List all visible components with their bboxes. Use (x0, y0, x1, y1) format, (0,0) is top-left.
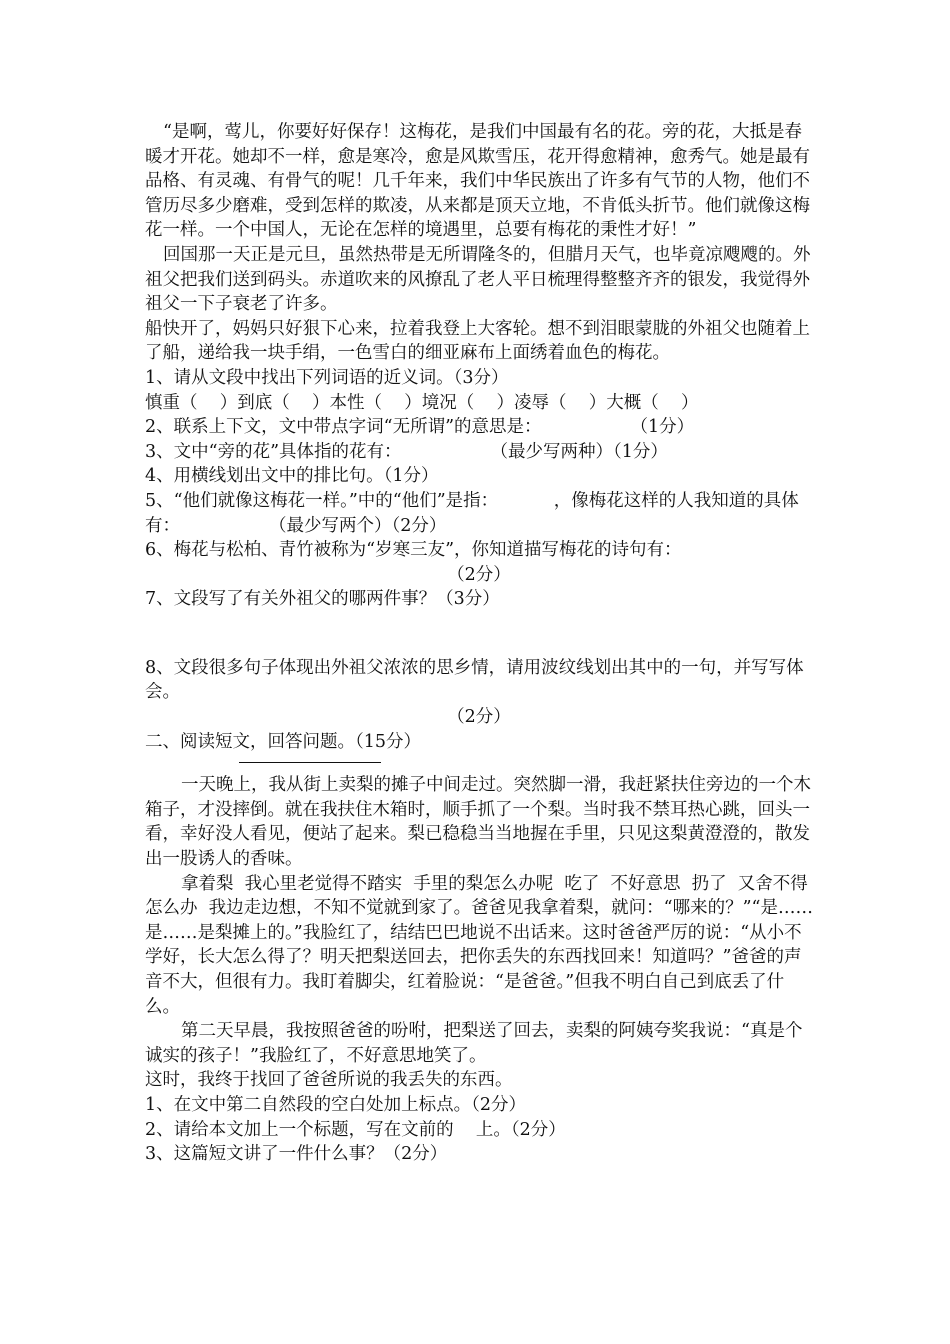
question-1: 1、请从文段中找出下列词语的近义词。（3分） (145, 367, 509, 388)
question-8-score: （2分） (447, 707, 511, 728)
document-body (145, 120, 819, 1167)
section2-heading: 二、阅读短文，回答问题。（15分） (145, 731, 422, 752)
question-6: 6、梅花与松柏、青竹被称为“岁寒三友”，你知道描写梅花的诗句有： (145, 540, 682, 561)
passage1-para3: 船快开了，妈妈只好狠下心来，拉着我登上大客轮。想不到泪眼蒙胧的外祖父也随着上了船，递给我一块手绢，一色雪白的细亚麻布上面绣着血色的梅花。 (145, 318, 810, 364)
question-7: 7、文段写了有关外祖父的哪两件事？（3分） (145, 589, 500, 610)
section2-question-3: 3、这篇短文讲了一件什么事？（2分） (145, 1144, 448, 1165)
title-blank-line (239, 762, 381, 763)
section2-question-2: 2、请给本文加上一个标题，写在文前的 上。（2分） (145, 1119, 566, 1140)
passage1-para1: “是啊，莺儿，你要好好保存！这梅花，是我们中国最有名的花。旁的花，大抵是春暖才开花。她却不一样，愈是寒冷，愈是风欺雪压，花开得愈精神，愈秀气。她是最有品格、有灵魂、有骨气的呢！几千年来，我们中华民族出了许多有气节的人物，他们不管历尽多少磨难，受到怎样的欺凌，从来都是顶天立地，不肯低头折节。他们就像这梅花一样。一个中国人，无论在怎样的境遇里，总要有梅花的秉性才好！” (145, 122, 810, 241)
question-5: 5、“他们就像这梅花一样。”中的“他们”是指： ，像梅花这样的人我知道的具体有： （最少写两个）（2分） (145, 490, 799, 536)
passage2-para1: 一天晚上，我从街上卖梨的摊子中间走过。突然脚一滑，我赶紧扶住旁边的一个木箱子，才没摔倒。就在我扶住木箱时，顺手抓了一个梨。当时我不禁耳热心跳，回头一看，幸好没人看见，便站了起来。梨已稳稳当当地握在手里，只见这梨黄澄澄的，散发出一股诱人的香味。 (145, 775, 811, 870)
answer-space (145, 612, 813, 656)
question-3: 3、文中“旁的花”具体指的花有： （最少写两种）（1分） (145, 441, 668, 462)
section2-question-1: 1、在文中第二自然段的空白处加上标点。（2分） (145, 1094, 527, 1115)
question-4: 4、用横线划出文中的排比句。（1分） (145, 466, 439, 487)
question-6-score: （2分） (447, 564, 511, 585)
question-2: 2、联系上下文，文中带点字词“无所谓”的意思是： （1分） (145, 417, 695, 438)
question-1-words: 慎重（ ）到底（ ）本性（ ）境况（ ）凌辱（ ）大概（ ） (145, 392, 699, 413)
passage2-para4: 这时，我终于找回了爸爸所说的我丢失的东西。 (145, 1070, 513, 1091)
passage1-para2: 回国那一天正是元旦，虽然热带是无所谓隆冬的，但腊月天气，也毕竟凉飕飕的。外祖父把我们送到码头。赤道吹来的风撩乱了老人平日梳理得整整齐齐的银发，我觉得外祖父一下子衰老了许多。 (145, 244, 811, 315)
question-8: 8、文段很多句子体现出外祖父浓浓的思乡情，请用波纹线划出其中的一句，并写写体会。 (145, 657, 804, 703)
passage2-para3: 第二天早晨，我按照爸爸的吩咐，把梨送了回去，卖梨的阿姨夸奖我说：“真是个诚实的孩子！”我脸红了，不好意思地笑了。 (145, 1021, 803, 1066)
passage2-para2: 拿着梨 我心里老觉得不踏实 手里的梨怎么办呢 吃了 不好意思 扔了 又舍不得 怎么办 我边走边想，不知不觉就到家了。爸爸见我拿着梨，就问：“哪来的？”“是……是……是梨摊上的。”我脸红了，结结巴巴地说不出话来。这时爸爸严厉的说：“从小不学好，长大怎么得了？明天把梨送回去，把你丢失的东西找回来！知道吗？”爸爸的声音不大，但很有力。我盯着脚尖，红着脸说：“是爸爸。”但我不明白自己到底丢了什么。 (145, 873, 819, 1017)
